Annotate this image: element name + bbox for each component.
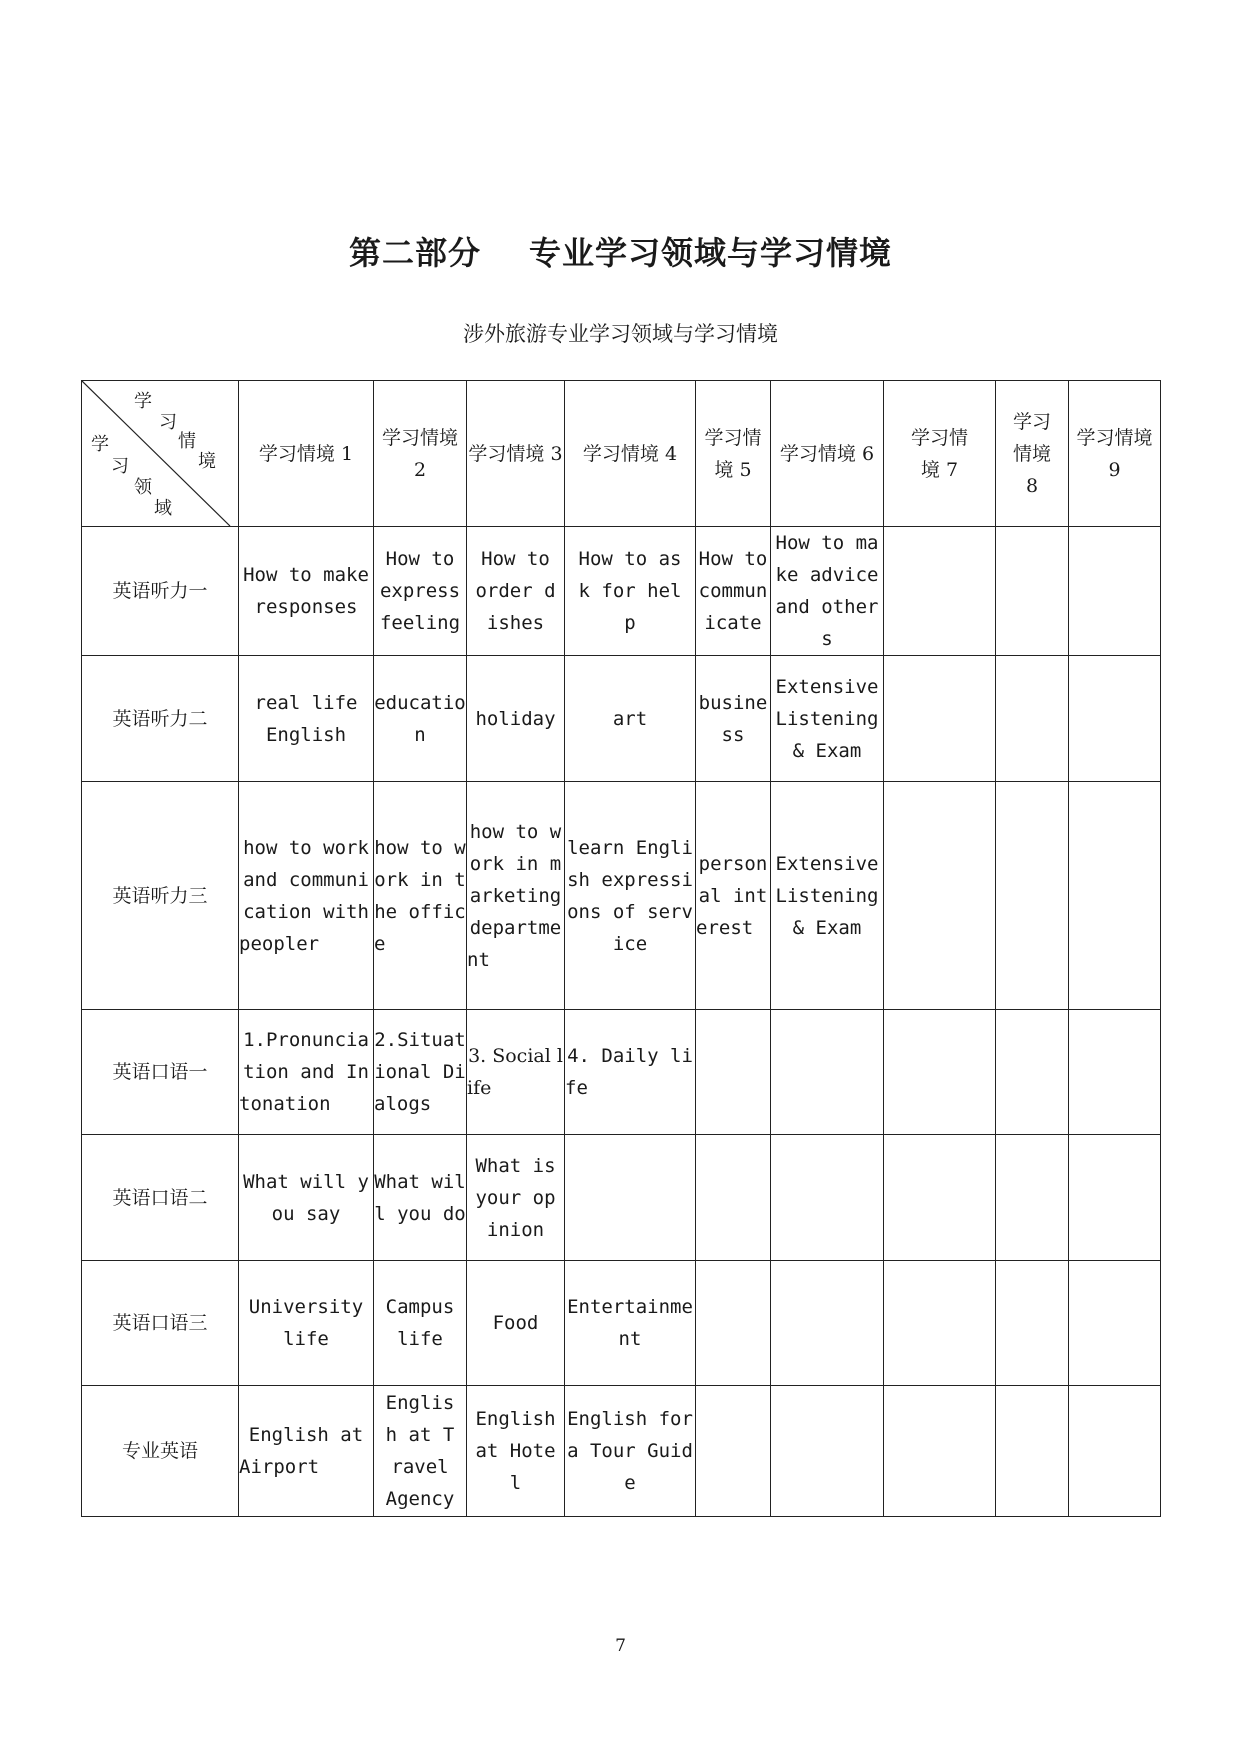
row-header: 英语口语三 bbox=[82, 1261, 239, 1386]
table-cell: How to make advice and others bbox=[771, 527, 884, 656]
table-cell: How to make responses bbox=[239, 527, 374, 656]
table-cell: What is your opinion bbox=[467, 1135, 565, 1261]
corner-bottom-char-3: 领 bbox=[134, 477, 152, 498]
table-cell: Campus life bbox=[374, 1261, 467, 1386]
column-header: 学习情境 5 bbox=[696, 381, 771, 527]
table-cell: English at Hotel bbox=[467, 1386, 565, 1517]
page-number: 7 bbox=[615, 1636, 626, 1656]
table-cell: how to work in the office bbox=[374, 782, 467, 1010]
row-header: 英语听力二 bbox=[82, 656, 239, 782]
table-cell bbox=[565, 1135, 696, 1261]
row-header: 英语听力一 bbox=[82, 527, 239, 656]
table-cell: 1.Pronunciation and Intonation bbox=[239, 1010, 374, 1135]
table-cell bbox=[884, 782, 996, 1010]
table-cell: Food bbox=[467, 1261, 565, 1386]
table-cell bbox=[1069, 1386, 1161, 1517]
table-cell: What will you say bbox=[239, 1135, 374, 1261]
corner-top-char-1: 学 bbox=[134, 391, 152, 412]
page-title bbox=[0, 228, 1241, 274]
column-header: 学习情境 2 bbox=[374, 381, 467, 527]
table-cell: Entertainment bbox=[565, 1261, 696, 1386]
corner-top-char-4: 境 bbox=[198, 451, 216, 472]
table-cell: personal interest bbox=[696, 782, 771, 1010]
table-cell: art bbox=[565, 656, 696, 782]
corner-bottom-char-2: 习 bbox=[111, 456, 129, 477]
table-cell: University life bbox=[239, 1261, 374, 1386]
corner-top-char-2: 习 bbox=[159, 412, 177, 433]
table-cell bbox=[996, 1010, 1069, 1135]
corner-header-cell bbox=[82, 381, 239, 527]
table-cell: English at Travel Agency bbox=[374, 1386, 467, 1517]
table-cell bbox=[884, 527, 996, 656]
table-cell bbox=[696, 1135, 771, 1261]
row-header: 英语口语一 bbox=[82, 1010, 239, 1135]
table-row bbox=[82, 1261, 1161, 1386]
table-cell bbox=[771, 1010, 884, 1135]
column-header: 学习情境 6 bbox=[771, 381, 884, 527]
table-cell bbox=[771, 1261, 884, 1386]
corner-top-char-3: 情 bbox=[178, 431, 196, 452]
table-caption: 涉外旅游专业学习领域与学习情境 bbox=[463, 322, 778, 346]
table-cell bbox=[996, 1135, 1069, 1261]
row-header: 英语口语二 bbox=[82, 1135, 239, 1261]
table-cell: English at Airport bbox=[239, 1386, 374, 1517]
table-row bbox=[82, 1135, 1161, 1261]
table-cell: holiday bbox=[467, 656, 565, 782]
table-cell: Extensive Listening & Exam bbox=[771, 656, 884, 782]
table-cell: 3. Social life bbox=[467, 1010, 565, 1135]
table-cell: How to communicate bbox=[696, 527, 771, 656]
corner-bottom-char-4: 域 bbox=[154, 498, 172, 519]
table-cell bbox=[771, 1135, 884, 1261]
table-cell: How to order dishes bbox=[467, 527, 565, 656]
table-row bbox=[82, 527, 1161, 656]
table-cell bbox=[1069, 1135, 1161, 1261]
table-cell: 2.Situational Dialogs bbox=[374, 1010, 467, 1135]
table-cell: learn English expressions of service bbox=[565, 782, 696, 1010]
table-cell: Extensive Listening & Exam bbox=[771, 782, 884, 1010]
table-cell bbox=[1069, 656, 1161, 782]
table-cell: How to express feeling bbox=[374, 527, 467, 656]
table-cell bbox=[1069, 1010, 1161, 1135]
corner-bottom-char-1: 学 bbox=[91, 434, 109, 455]
table-cell: business bbox=[696, 656, 771, 782]
column-header: 学习情境 7 bbox=[884, 381, 996, 527]
table-cell: how to work and communication with peopler bbox=[239, 782, 374, 1010]
column-header: 学习情境 9 bbox=[1069, 381, 1161, 527]
table-cell bbox=[996, 1386, 1069, 1517]
table-row bbox=[82, 1010, 1161, 1135]
table-cell bbox=[996, 782, 1069, 1010]
table-cell: how to work in marketing department bbox=[467, 782, 565, 1010]
table-cell bbox=[996, 527, 1069, 656]
table-row bbox=[82, 782, 1161, 1010]
table-cell bbox=[696, 1386, 771, 1517]
table-cell: How to ask for help bbox=[565, 527, 696, 656]
title-main: 专业学习领域与学习情境 bbox=[529, 234, 893, 272]
table-cell bbox=[696, 1261, 771, 1386]
table-row bbox=[82, 1386, 1161, 1517]
table-cell: What will you do bbox=[374, 1135, 467, 1261]
table-cell bbox=[996, 1261, 1069, 1386]
column-header: 学习情境 4 bbox=[565, 381, 696, 527]
table-cell bbox=[1069, 1261, 1161, 1386]
row-header: 专业英语 bbox=[82, 1386, 239, 1517]
table-cell bbox=[771, 1386, 884, 1517]
header-row bbox=[82, 381, 1161, 527]
table-cell bbox=[884, 656, 996, 782]
title-part: 第二部分 bbox=[348, 234, 481, 272]
table-row bbox=[82, 656, 1161, 782]
table-cell: education bbox=[374, 656, 467, 782]
column-header: 学习情境 8 bbox=[996, 381, 1069, 527]
table-cell bbox=[1069, 527, 1161, 656]
table-cell bbox=[884, 1010, 996, 1135]
table-cell bbox=[1069, 782, 1161, 1010]
table-cell: 4. Daily life bbox=[565, 1010, 696, 1135]
table-cell bbox=[884, 1135, 996, 1261]
column-header: 学习情境 1 bbox=[239, 381, 374, 527]
table-cell bbox=[996, 656, 1069, 782]
column-header: 学习情境 3 bbox=[467, 381, 565, 527]
table-cell bbox=[884, 1261, 996, 1386]
table-cell: English for a Tour Guide bbox=[565, 1386, 696, 1517]
table-cell bbox=[696, 1010, 771, 1135]
table-cell: real life English bbox=[239, 656, 374, 782]
learning-areas-table bbox=[81, 380, 1161, 1517]
row-header: 英语听力三 bbox=[82, 782, 239, 1010]
table-cell bbox=[884, 1386, 996, 1517]
